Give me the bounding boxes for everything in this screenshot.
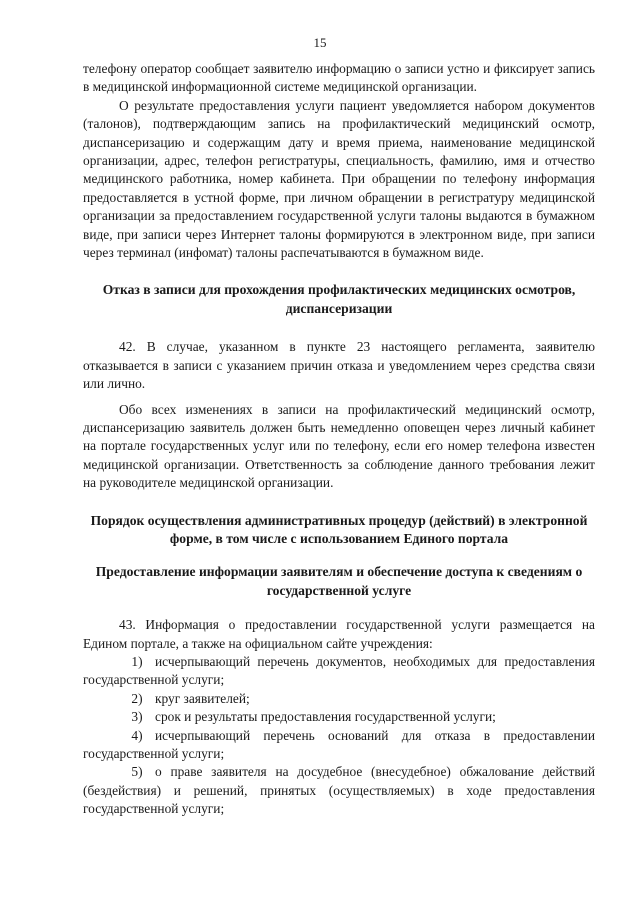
paragraph-continuation: телефону оператор сообщает заявителю информацию о записи устно и фиксирует запись в медицинской информационной системе медицинской организации.	[83, 61, 595, 95]
list-item: 2) круг заявителей;	[131, 690, 250, 706]
paragraph-42: 42. В случае, указанном в пункте 23 настоящего регламента, заявителю отказывается в записи с указанием причин отказа и уведомлением через средства связи или лично.	[83, 339, 595, 392]
list-item: 4) исчерпывающий перечень оснований для отказа в предоставлении государственной услуги;	[83, 727, 595, 761]
list-item: 5) о праве заявителя на досудебное (внесудебное) обжалование действий (бездействия) и решений, принятых (осуществляемых) в ходе предоставления государственной услуги;	[83, 764, 595, 817]
list-item: 3) срок и результаты предоставления государственной услуги;	[131, 709, 496, 725]
paragraph-service-result: О результате предоставления услуги пациент уведомляется набором документов (талонов), подтверждающим запись на профилактический медицинский осмотр, диспансеризацию и содержащим дату и время приема, наименование медицинской организации, адрес, телефон регистратуры, специальность, фамилию, имя и отчество медицинского работника, номер кабинета. При обращении по телефону информация предоставляется в устной форме, при личном обращении в регистратуру медицинской организации за предоставлением государственной услуги талоны выдаются в бумажном виде, при записи через Интернет талоны формируются в электронном виде, при записи через терминал (инфомат) талоны распечатываются в бумажном виде.	[83, 97, 595, 261]
paragraph-43: 43. Информация о предоставлении государственной услуги размещается на Едином портале, а также на официальном сайте учреждения:	[83, 617, 595, 651]
list-item: 1) исчерпывающий перечень документов, необходимых для предоставления государственной услуги;	[83, 653, 595, 688]
heading-electronic-procedures: Порядок осуществления административных процедур (действий) в электронной форме, в том числе с использованием Единого портала	[90, 512, 588, 546]
document-body	[83, 60, 595, 819]
paragraph-changes: Обо всех изменениях в записи на профилактический медицинский осмотр, диспансеризацию заявитель должен быть немедленно оповещен через личный кабинет на портале государственных услуг или по телефону, если его номер телефона известен медицинской организации. Ответственность за соблюдение данного требования лежит на руководителе медицинской организации.	[83, 401, 595, 491]
heading-information-access: Предоставление информации заявителям и обеспечение доступа к сведениям о государственной услуге	[95, 564, 583, 598]
heading-refusal: Отказ в записи для прохождения профилактических медицинских осмотров, диспансеризации	[102, 282, 576, 316]
page-number: 15	[313, 35, 327, 50]
